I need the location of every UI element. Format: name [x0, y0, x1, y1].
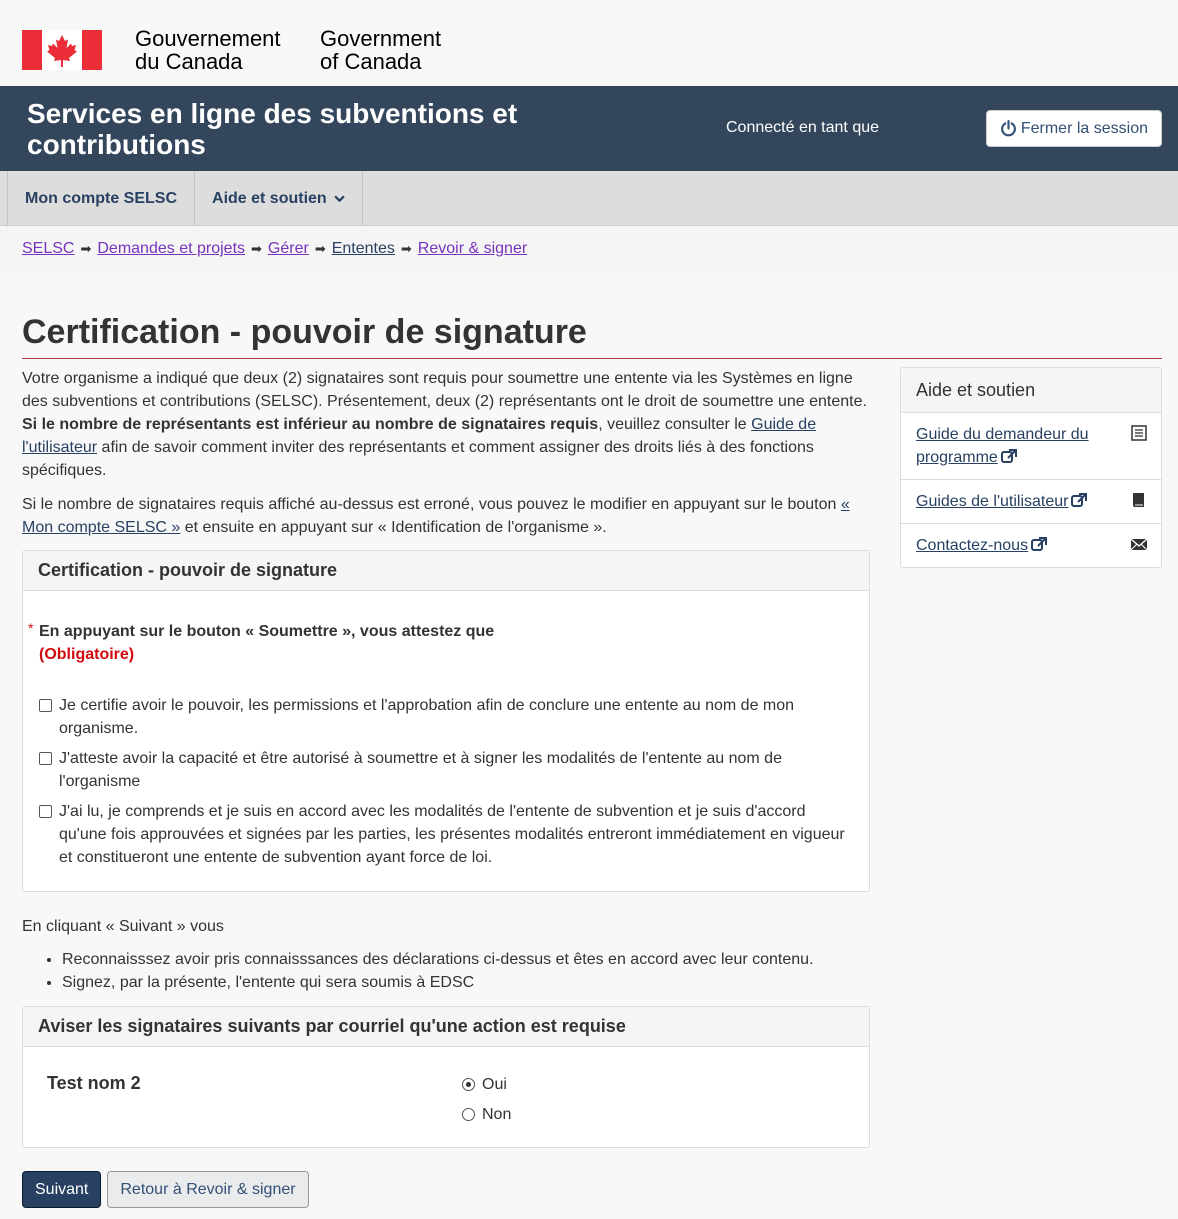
page-title: Certification - pouvoir de signature: [22, 271, 1162, 359]
link-label: Contactez-nous: [916, 537, 1029, 554]
arrow-right-icon: ➡: [251, 241, 262, 256]
breadcrumb-link-ententes[interactable]: Ententes: [331, 240, 395, 257]
notify-panel: [22, 1006, 870, 1148]
certification-panel-heading: Certification - pouvoir de signature: [23, 551, 869, 591]
book-icon: [1131, 492, 1147, 508]
signature-en-line2: of Canada: [320, 49, 422, 74]
checkbox-authority[interactable]: [39, 699, 52, 712]
link-label: Guides de l'utilisateur: [916, 493, 1069, 510]
intro-text: Votre organisme a indiqué que deux (2) signataires sont requis pour soumettre une entente via les Systèmes en ligne des subventions et contributions (SELSC). Présentement, deux (2) représentants ont le droit de soumettre une entente.: [22, 370, 867, 410]
intro-text: afin de savoir comment inviter des représentants et comment assigner des droits liés à des fonctions spécifiques.: [22, 439, 814, 479]
intro-text: , veuillez consulter le: [598, 416, 752, 433]
breadcrumb-link-gerer[interactable]: Gérer: [267, 240, 309, 257]
link-label: Guide du demandeur du programme: [916, 426, 1089, 466]
attestation-label-text: En appuyant sur le bouton « Soumettre », vous attestez que: [39, 623, 495, 640]
checkbox-row-capacity[interactable]: [39, 747, 853, 793]
list-item: • Signez, par la présente, l'entente qui sera soumis à EDSC: [62, 971, 870, 994]
notify-radio-group: [462, 1073, 511, 1133]
required-asterisk: *: [28, 620, 34, 636]
main-content: [22, 271, 1162, 1198]
power-icon: [1000, 120, 1017, 137]
program-guide-link[interactable]: [916, 423, 1131, 469]
radio-non[interactable]: [462, 1108, 475, 1121]
logout-button[interactable]: [986, 110, 1162, 147]
intro-paragraph-2: [22, 493, 870, 539]
certification-panel: [22, 550, 870, 892]
checkbox-row-authority[interactable]: [39, 694, 853, 740]
logout-label: Fermer la session: [1020, 119, 1148, 137]
breadcrumb-link-selsc[interactable]: SELSC: [22, 240, 75, 257]
disclaimer-list: [22, 948, 870, 994]
attestation-label: [28, 620, 853, 666]
signatory-name: Test nom 2: [47, 1073, 141, 1093]
app-banner: [0, 86, 1178, 171]
checkbox-row-terms[interactable]: [39, 800, 853, 869]
radio-oui[interactable]: [462, 1078, 475, 1091]
menu-item-label: Mon compte SELSC: [25, 189, 178, 207]
arrow-right-icon: ➡: [80, 241, 92, 256]
envelope-icon: [1131, 536, 1147, 552]
user-guides-link[interactable]: [916, 490, 1087, 513]
required-indicator: (Obligatoire): [39, 646, 135, 663]
chevron-down-icon: [334, 193, 345, 204]
signature-fr-line1: Gouvernement: [135, 26, 281, 51]
signature-fr-line2: du Canada: [135, 49, 243, 74]
breadcrumb-link-demandes[interactable]: Demandes et projets: [97, 240, 246, 257]
arrow-right-icon: ➡: [400, 241, 412, 256]
signature-en-line1: Government: [320, 26, 442, 51]
help-item-program-guide: [901, 413, 1161, 480]
back-button[interactable]: Retour à Revoir & signer: [107, 1171, 308, 1208]
list-icon: [1131, 425, 1147, 441]
next-button[interactable]: Suivant: [22, 1171, 101, 1208]
form-actions: [22, 1171, 870, 1208]
external-link-icon: [1031, 537, 1047, 551]
menu-item-mon-compte[interactable]: [7, 171, 194, 226]
checkbox-label[interactable]: J'ai lu, je comprends et je suis en accord avec les modalités de l'entente de subvention et je suis d'accord qu'une fois approuvées et signées par les parties, les présentes modalités entreront immédiatement en vigueur et constitueront une entente de subvention ayant force de loi.: [59, 803, 845, 866]
radio-row-non[interactable]: [462, 1103, 511, 1126]
radio-label[interactable]: Oui: [482, 1076, 507, 1093]
intro-paragraph-1: [22, 367, 870, 482]
main-menu: [0, 171, 1178, 226]
checkbox-label[interactable]: Je certifie avoir le pouvoir, les permissions et l'approbation afin de conclure une entente au nom de mon organisme.: [59, 697, 795, 737]
connected-as-text: Connecté en tant que: [726, 119, 880, 136]
certification-panel-body: [23, 591, 869, 891]
notify-panel-body: [23, 1047, 869, 1147]
contact-link[interactable]: [916, 534, 1047, 557]
radio-label[interactable]: Non: [482, 1106, 512, 1123]
checkbox-label[interactable]: J'atteste avoir la capacité et être autorisé à soumettre et à signer les modalités de l'entente au nom de l'organisme: [59, 750, 782, 790]
help-item-user-guides: [901, 480, 1161, 524]
intro-text: Si le nombre de signataires requis affiché au-dessus est erroné, vous pouvez le modifier en appuyant sur le bouton: [22, 496, 841, 513]
mon-compte-link[interactable]: « Mon compte SELSC »: [22, 496, 850, 536]
menu-item-aide-soutien[interactable]: [194, 171, 363, 226]
intro-text: et ensuite en appuyant sur « Identification de l'organisme ».: [180, 519, 607, 536]
notify-panel-heading: Aviser les signataires suivants par courriel qu'une action est requise: [23, 1007, 869, 1047]
arrow-right-icon: ➡: [314, 241, 326, 256]
app-title: Services en ligne des subventions et contributions: [27, 98, 518, 160]
checkbox-capacity[interactable]: [39, 752, 52, 765]
checkbox-terms[interactable]: [39, 805, 52, 818]
list-item: • Reconnaisssez avoir pris connaisssances des déclarations ci-dessus et êtes en accord avec leur contenu.: [62, 948, 870, 971]
gc-header: [0, 0, 1178, 86]
intro-bold-text: Si le nombre de représentants est inférieur au nombre de signataires requis: [22, 416, 599, 433]
menu-item-label: Aide et soutien: [212, 189, 327, 207]
breadcrumb: [0, 226, 1178, 272]
breadcrumb-link-revoir[interactable]: Revoir & signer: [417, 240, 528, 257]
gc-signature-fr: [135, 27, 281, 73]
next-disclaimer: En cliquant « Suivant » vous: [22, 918, 224, 935]
help-sidebar-heading: Aide et soutien: [901, 368, 1161, 413]
radio-row-oui[interactable]: [462, 1073, 511, 1096]
external-link-icon: [1071, 493, 1087, 507]
help-sidebar: [900, 367, 1162, 568]
help-item-contact: [901, 524, 1161, 567]
user-guide-link[interactable]: Guide de l'utilisateur: [22, 416, 817, 456]
gc-signature-en: [320, 27, 441, 73]
content-column: [22, 367, 870, 1208]
canada-flag-icon: [22, 30, 102, 70]
external-link-icon: [1001, 449, 1017, 463]
